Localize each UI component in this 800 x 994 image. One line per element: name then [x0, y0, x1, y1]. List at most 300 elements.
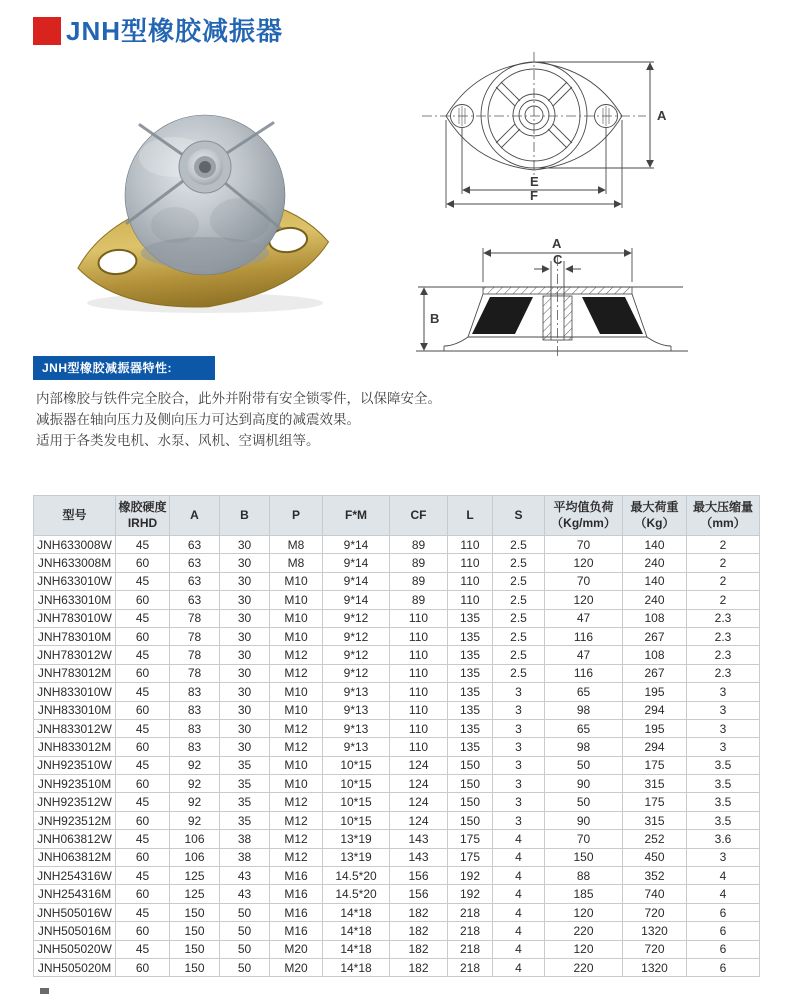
- dim-label-a-top: A: [657, 108, 667, 123]
- table-cell: 110: [448, 554, 493, 572]
- table-cell: 110: [390, 738, 448, 756]
- table-cell: 110: [390, 627, 448, 645]
- table-cell: 267: [623, 627, 687, 645]
- table-cell: 3: [687, 738, 760, 756]
- table-cell: M8: [270, 536, 323, 554]
- table-cell: 60: [116, 554, 170, 572]
- features-banner: JNH型橡胶减振器特性:: [33, 356, 215, 380]
- table-cell: 175: [448, 830, 493, 848]
- table-cell: 110: [448, 591, 493, 609]
- dim-label-a-side: A: [552, 236, 562, 251]
- table-cell: M12: [270, 738, 323, 756]
- table-cell: JNH783010W: [34, 609, 116, 627]
- table-cell: 124: [390, 756, 448, 774]
- table-cell: 110: [448, 536, 493, 554]
- table-cell: 92: [170, 756, 220, 774]
- table-cell: 135: [448, 627, 493, 645]
- rubber-section-right: [582, 297, 643, 334]
- table-cell: 14*18: [323, 903, 390, 921]
- table-cell: 13*19: [323, 848, 390, 866]
- table-row: [34, 536, 760, 554]
- table-cell: 89: [390, 554, 448, 572]
- table-cell: 125: [170, 867, 220, 885]
- table-cell: M10: [270, 683, 323, 701]
- table-cell: 116: [545, 627, 623, 645]
- features-text: [36, 388, 441, 451]
- table-cell: 38: [220, 848, 270, 866]
- table-cell: 135: [448, 683, 493, 701]
- photo-dome: [125, 115, 285, 275]
- table-cell: 4: [493, 940, 545, 958]
- table-cell: 3.5: [687, 775, 760, 793]
- table-cell: 3: [493, 738, 545, 756]
- table-cell: 30: [220, 572, 270, 590]
- table-cell: 98: [545, 738, 623, 756]
- table-cell: M10: [270, 591, 323, 609]
- dim-label-c: C: [553, 252, 563, 267]
- table-cell: 120: [545, 591, 623, 609]
- table-cell: M16: [270, 903, 323, 921]
- table-cell: 43: [220, 885, 270, 903]
- table-cell: 4: [493, 903, 545, 921]
- technical-drawings: [400, 50, 800, 365]
- table-cell: M12: [270, 646, 323, 664]
- table-cell: 4: [493, 848, 545, 866]
- table-cell: 182: [390, 940, 448, 958]
- table-header-row: [34, 496, 760, 536]
- table-row: [34, 609, 760, 627]
- table-cell: M10: [270, 627, 323, 645]
- table-cell: 10*15: [323, 811, 390, 829]
- table-row: [34, 958, 760, 976]
- table-cell: 83: [170, 738, 220, 756]
- table-cell: M16: [270, 885, 323, 903]
- table-cell: 3: [493, 719, 545, 737]
- table-cell: M16: [270, 922, 323, 940]
- table-row: [34, 664, 760, 682]
- product-photo-art: [55, 95, 345, 320]
- table-cell: JNH505016W: [34, 903, 116, 921]
- table-cell: 1320: [623, 958, 687, 976]
- table-cell: 218: [448, 958, 493, 976]
- table-cell: JNH063812W: [34, 830, 116, 848]
- table-cell: 30: [220, 683, 270, 701]
- table-cell: 4: [493, 885, 545, 903]
- table-cell: 140: [623, 536, 687, 554]
- table-cell: 4: [493, 867, 545, 885]
- table-cell: 45: [116, 536, 170, 554]
- table-cell: 150: [170, 922, 220, 940]
- table-cell: 60: [116, 922, 170, 940]
- table-cell: 30: [220, 738, 270, 756]
- table-cell: 150: [170, 958, 220, 976]
- table-cell: 63: [170, 572, 220, 590]
- table-cell: 135: [448, 646, 493, 664]
- table-row: [34, 903, 760, 921]
- table-cell: 110: [390, 609, 448, 627]
- table-cell: JNH254316W: [34, 867, 116, 885]
- table-cell: 106: [170, 848, 220, 866]
- table-cell: M10: [270, 775, 323, 793]
- table-cell: JNH633010W: [34, 572, 116, 590]
- table-cell: 135: [448, 738, 493, 756]
- table-cell: 70: [545, 572, 623, 590]
- table-cell: 240: [623, 554, 687, 572]
- table-cell: 240: [623, 591, 687, 609]
- table-cell: 92: [170, 793, 220, 811]
- table-row: [34, 922, 760, 940]
- table-cell: JNH633008W: [34, 536, 116, 554]
- table-cell: 10*15: [323, 775, 390, 793]
- table-cell: 30: [220, 646, 270, 664]
- table-cell: 110: [390, 646, 448, 664]
- table-cell: 14*18: [323, 940, 390, 958]
- table-cell: 110: [390, 683, 448, 701]
- table-cell: 116: [545, 664, 623, 682]
- table-cell: 120: [545, 940, 623, 958]
- table-cell: 720: [623, 940, 687, 958]
- column-header: L: [448, 496, 493, 536]
- table-cell: 315: [623, 775, 687, 793]
- table-cell: 2.3: [687, 646, 760, 664]
- table-cell: 120: [545, 554, 623, 572]
- section-marker-square: [33, 17, 61, 45]
- page-header: [33, 16, 283, 46]
- table-cell: 83: [170, 719, 220, 737]
- table-cell: 9*14: [323, 536, 390, 554]
- table-cell: M12: [270, 830, 323, 848]
- dim-label-f: F: [530, 188, 538, 203]
- table-cell: 150: [170, 940, 220, 958]
- table-cell: JNH923510W: [34, 756, 116, 774]
- table-cell: 3.5: [687, 793, 760, 811]
- table-cell: 63: [170, 554, 220, 572]
- table-row: [34, 830, 760, 848]
- table-cell: 192: [448, 885, 493, 903]
- table-cell: M10: [270, 609, 323, 627]
- table-cell: JNH783012W: [34, 646, 116, 664]
- table-cell: 47: [545, 609, 623, 627]
- table-cell: 65: [545, 683, 623, 701]
- table-cell: 9*12: [323, 627, 390, 645]
- table-cell: 45: [116, 830, 170, 848]
- table-cell: 3: [493, 683, 545, 701]
- table-row: [34, 848, 760, 866]
- table-cell: 45: [116, 719, 170, 737]
- table-cell: 70: [545, 536, 623, 554]
- column-header: B: [220, 496, 270, 536]
- table-cell: 90: [545, 775, 623, 793]
- table-cell: M20: [270, 940, 323, 958]
- table-cell: 4: [493, 830, 545, 848]
- table-cell: 2.5: [493, 609, 545, 627]
- table-row: [34, 940, 760, 958]
- table-cell: 9*12: [323, 664, 390, 682]
- table-row: [34, 554, 760, 572]
- table-cell: 60: [116, 885, 170, 903]
- table-cell: 14*18: [323, 922, 390, 940]
- table-cell: 6: [687, 958, 760, 976]
- spec-table: [33, 495, 760, 977]
- table-cell: M12: [270, 719, 323, 737]
- table-cell: M10: [270, 572, 323, 590]
- table-cell: 720: [623, 903, 687, 921]
- table-cell: 3: [493, 793, 545, 811]
- table-cell: 182: [390, 922, 448, 940]
- column-header: F*M: [323, 496, 390, 536]
- table-cell: 120: [545, 903, 623, 921]
- table-cell: 89: [390, 591, 448, 609]
- table-cell: 135: [448, 609, 493, 627]
- table-cell: 60: [116, 627, 170, 645]
- table-cell: 6: [687, 922, 760, 940]
- table-cell: 2.5: [493, 627, 545, 645]
- table-cell: 2: [687, 591, 760, 609]
- photo-hub: [179, 141, 231, 193]
- table-cell: 45: [116, 646, 170, 664]
- table-cell: 218: [448, 940, 493, 958]
- table-cell: 30: [220, 591, 270, 609]
- table-cell: 175: [623, 793, 687, 811]
- table-cell: 50: [220, 922, 270, 940]
- table-cell: 2: [687, 536, 760, 554]
- table-cell: M8: [270, 554, 323, 572]
- table-cell: 135: [448, 701, 493, 719]
- table-cell: M12: [270, 848, 323, 866]
- table-cell: 185: [545, 885, 623, 903]
- table-cell: 9*13: [323, 683, 390, 701]
- column-header: 最大荷重 （Kg）: [623, 496, 687, 536]
- table-cell: 92: [170, 775, 220, 793]
- table-cell: 9*14: [323, 572, 390, 590]
- table-cell: 2: [687, 554, 760, 572]
- table-cell: 108: [623, 646, 687, 664]
- table-cell: 14*18: [323, 958, 390, 976]
- table-cell: 218: [448, 903, 493, 921]
- table-row: [34, 683, 760, 701]
- table-cell: 2.5: [493, 664, 545, 682]
- table-row: [34, 775, 760, 793]
- table-cell: 63: [170, 536, 220, 554]
- table-cell: 47: [545, 646, 623, 664]
- table-cell: 267: [623, 664, 687, 682]
- table-cell: 135: [448, 719, 493, 737]
- table-cell: 150: [448, 793, 493, 811]
- column-header: P: [270, 496, 323, 536]
- table-cell: 3.6: [687, 830, 760, 848]
- table-cell: 150: [170, 903, 220, 921]
- table-cell: 3: [493, 701, 545, 719]
- table-cell: 70: [545, 830, 623, 848]
- page-title: JNH型橡胶减振器: [66, 16, 284, 46]
- table-cell: 294: [623, 701, 687, 719]
- table-cell: 156: [390, 885, 448, 903]
- table-cell: 450: [623, 848, 687, 866]
- table-cell: 150: [448, 775, 493, 793]
- table-cell: 182: [390, 903, 448, 921]
- table-cell: 45: [116, 572, 170, 590]
- table-cell: 45: [116, 756, 170, 774]
- table-cell: 175: [448, 848, 493, 866]
- table-row: [34, 793, 760, 811]
- table-cell: 220: [545, 922, 623, 940]
- table-cell: 92: [170, 811, 220, 829]
- table-cell: JNH633008M: [34, 554, 116, 572]
- table-cell: 108: [623, 609, 687, 627]
- table-cell: 45: [116, 793, 170, 811]
- column-header: 橡胶硬度 IRHD: [116, 496, 170, 536]
- column-header: S: [493, 496, 545, 536]
- table-cell: 3.5: [687, 811, 760, 829]
- table-cell: 9*13: [323, 701, 390, 719]
- table-cell: M12: [270, 664, 323, 682]
- column-header: A: [170, 496, 220, 536]
- table-cell: 50: [220, 958, 270, 976]
- table-cell: 30: [220, 627, 270, 645]
- table-cell: 2.3: [687, 609, 760, 627]
- table-cell: 83: [170, 683, 220, 701]
- table-cell: 110: [390, 664, 448, 682]
- table-cell: 124: [390, 811, 448, 829]
- table-cell: 30: [220, 664, 270, 682]
- table-cell: 4: [493, 958, 545, 976]
- table-cell: 195: [623, 719, 687, 737]
- table-cell: 60: [116, 811, 170, 829]
- product-photo: [55, 95, 345, 320]
- table-cell: 60: [116, 848, 170, 866]
- table-row: [34, 627, 760, 645]
- table-cell: 150: [545, 848, 623, 866]
- table-cell: 14.5*20: [323, 885, 390, 903]
- table-cell: JNH833012M: [34, 738, 116, 756]
- table-cell: 45: [116, 609, 170, 627]
- table-cell: 43: [220, 867, 270, 885]
- table-cell: 2: [687, 572, 760, 590]
- table-cell: M12: [270, 811, 323, 829]
- table-cell: 2.3: [687, 627, 760, 645]
- table-cell: 220: [545, 958, 623, 976]
- table-cell: 3: [493, 811, 545, 829]
- table-cell: JNH923510M: [34, 775, 116, 793]
- table-cell: 140: [623, 572, 687, 590]
- table-cell: JNH923512W: [34, 793, 116, 811]
- table-cell: 106: [170, 830, 220, 848]
- table-cell: JNH063812M: [34, 848, 116, 866]
- table-cell: 4: [493, 922, 545, 940]
- feature-line: 减振器在轴向压力及侧向压力可达到高度的减震效果。: [36, 412, 360, 427]
- table-cell: 78: [170, 664, 220, 682]
- table-cell: 3: [687, 848, 760, 866]
- cutoff-section-marker: [40, 988, 49, 994]
- table-cell: 3: [493, 756, 545, 774]
- table-cell: 50: [545, 793, 623, 811]
- table-cell: 90: [545, 811, 623, 829]
- table-row: [34, 572, 760, 590]
- table-cell: 83: [170, 701, 220, 719]
- table-row: [34, 738, 760, 756]
- column-header: 型号: [34, 496, 116, 536]
- table-cell: 98: [545, 701, 623, 719]
- table-cell: JNH833010M: [34, 701, 116, 719]
- table-cell: 6: [687, 940, 760, 958]
- table-cell: M10: [270, 756, 323, 774]
- rubber-section-left: [472, 297, 533, 334]
- table-cell: M16: [270, 867, 323, 885]
- table-cell: M20: [270, 958, 323, 976]
- table-cell: 60: [116, 958, 170, 976]
- table-cell: 30: [220, 701, 270, 719]
- table-cell: 2.5: [493, 591, 545, 609]
- table-cell: 150: [448, 756, 493, 774]
- table-cell: JNH833012W: [34, 719, 116, 737]
- table-cell: 65: [545, 719, 623, 737]
- table-cell: 45: [116, 867, 170, 885]
- table-cell: 45: [116, 683, 170, 701]
- table-cell: 195: [623, 683, 687, 701]
- feature-line: 适用于各类发电机、水泵、风机、空调机组等。: [36, 433, 320, 448]
- table-cell: 4: [687, 867, 760, 885]
- table-cell: 78: [170, 646, 220, 664]
- table-cell: 2.3: [687, 664, 760, 682]
- dim-label-b: B: [430, 311, 440, 326]
- top-view-drawing: [422, 52, 667, 208]
- table-cell: JNH505020M: [34, 958, 116, 976]
- table-cell: 30: [220, 554, 270, 572]
- table-row: [34, 885, 760, 903]
- table-cell: 218: [448, 922, 493, 940]
- table-cell: 38: [220, 830, 270, 848]
- table-cell: 9*14: [323, 554, 390, 572]
- table-cell: 192: [448, 867, 493, 885]
- table-cell: 50: [220, 903, 270, 921]
- table-cell: M10: [270, 701, 323, 719]
- table-cell: 60: [116, 775, 170, 793]
- table-cell: 6: [687, 903, 760, 921]
- table-cell: 60: [116, 591, 170, 609]
- table-cell: 50: [545, 756, 623, 774]
- table-cell: 1320: [623, 922, 687, 940]
- spec-table-body: [34, 536, 760, 977]
- table-cell: 89: [390, 572, 448, 590]
- table-cell: M12: [270, 793, 323, 811]
- table-cell: 30: [220, 609, 270, 627]
- table-cell: 78: [170, 627, 220, 645]
- table-row: [34, 646, 760, 664]
- table-cell: JNH833010W: [34, 683, 116, 701]
- table-cell: 352: [623, 867, 687, 885]
- table-cell: JNH505016M: [34, 922, 116, 940]
- table-cell: 315: [623, 811, 687, 829]
- table-cell: 3: [493, 775, 545, 793]
- table-cell: 9*13: [323, 738, 390, 756]
- table-cell: 30: [220, 536, 270, 554]
- table-cell: 294: [623, 738, 687, 756]
- table-cell: 110: [390, 701, 448, 719]
- table-cell: 135: [448, 664, 493, 682]
- table-cell: 9*14: [323, 591, 390, 609]
- table-cell: 9*12: [323, 646, 390, 664]
- table-cell: 35: [220, 811, 270, 829]
- table-cell: 110: [390, 719, 448, 737]
- table-row: [34, 811, 760, 829]
- table-cell: 124: [390, 775, 448, 793]
- table-cell: 89: [390, 536, 448, 554]
- column-header: 平均值负荷 （Kg/mm）: [545, 496, 623, 536]
- table-cell: 14.5*20: [323, 867, 390, 885]
- table-cell: 2.5: [493, 572, 545, 590]
- table-cell: 2.5: [493, 646, 545, 664]
- table-row: [34, 756, 760, 774]
